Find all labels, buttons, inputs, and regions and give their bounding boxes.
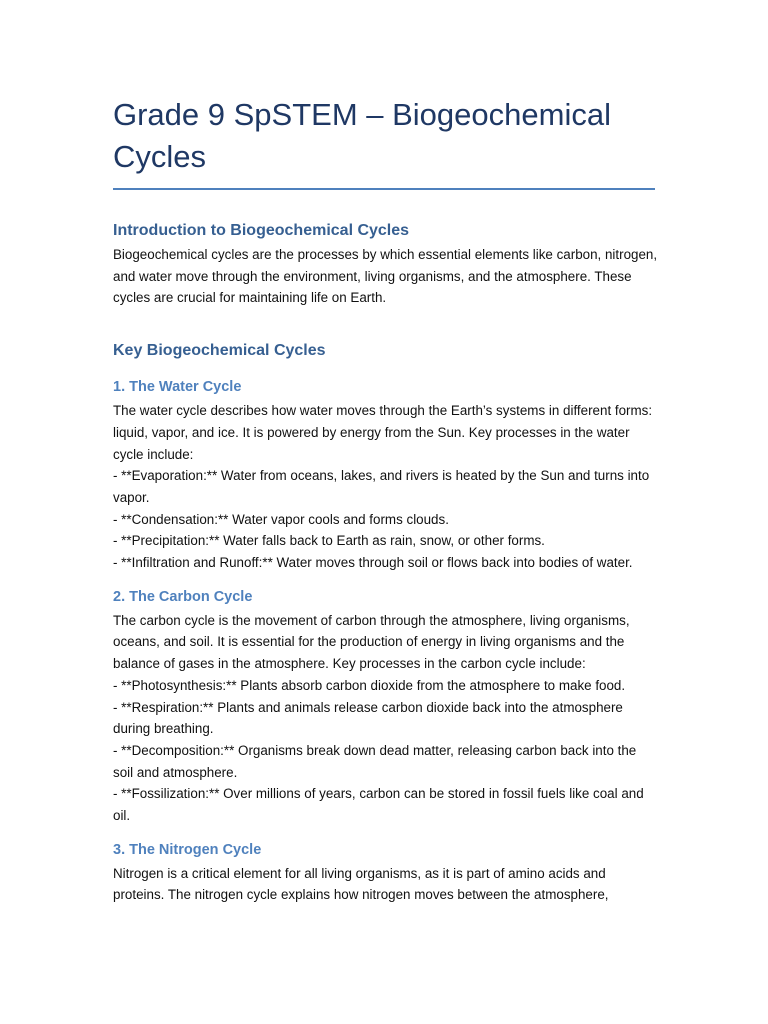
water-item-evaporation: - **Evaporation:** Water from oceans, lakes, and rivers is heated by the Sun and turns into vapor.: [113, 468, 650, 505]
water-item-condensation: - **Condensation:** Water vapor cools and forms clouds.: [113, 511, 449, 527]
water-cycle-section: [113, 376, 658, 574]
intro-paragraph: Biogeochemical cycles are the processes by which essential elements like carbon, nitrogen, and water move through the environment, living organisms, and the atmosphere. These cycles are crucial for maintaining life on Earth.: [113, 247, 658, 306]
water-item-infiltration: - **Infiltration and Runoff:** Water moves through soil or flows back into bodies of water.: [113, 555, 633, 571]
carbon-cycle-intro: The carbon cycle is the movement of carbon through the atmosphere, living organisms, oceans, and soil. It is essential for the production of energy in living organisms and the balance of gases in the atmosphere. Key processes in the carbon cycle include:: [113, 612, 630, 672]
intro-heading: Introduction to Biogeochemical Cycles: [113, 222, 410, 239]
document-page: [113, 94, 658, 906]
nitrogen-cycle-heading: 3. The Nitrogen Cycle: [113, 841, 262, 858]
water-item-precipitation: - **Precipitation:** Water falls back to Earth as rain, snow, or other forms.: [113, 533, 545, 549]
section-key-cycles: [113, 340, 658, 906]
key-cycles-heading: Key Biogeochemical Cycles: [113, 342, 326, 360]
title-underline: [113, 188, 655, 190]
section-introduction: [113, 220, 658, 309]
nitrogen-cycle-paragraph: Nitrogen is a critical element for all living organisms, as it is part of amino acids and proteins. The nitrogen cycle explains how nitrogen moves between the atmosphere,: [113, 865, 609, 903]
carbon-cycle-heading: 2. The Carbon Cycle: [113, 588, 253, 605]
carbon-item-fossilization: - **Fossilization:** Over millions of years, carbon can be stored in fossil fuels like coal and oil.: [113, 786, 644, 824]
water-cycle-paragraph: [113, 400, 658, 574]
carbon-cycle-paragraph: [113, 610, 658, 827]
carbon-item-decomposition: - **Decomposition:** Organisms break down dead matter, releasing carbon back into the soil and atmosphere.: [113, 742, 637, 780]
carbon-item-photosynthesis: - **Photosynthesis:** Plants absorb carbon dioxide from the atmosphere to make food.: [113, 677, 626, 693]
carbon-cycle-section: [113, 586, 658, 827]
nitrogen-cycle-section: [113, 839, 658, 906]
carbon-item-respiration: - **Respiration:** Plants and animals release carbon dioxide back into the atmosphere during breathing.: [113, 699, 623, 737]
water-cycle-intro: The water cycle describes how water moves through the Earth’s systems in different forms: liquid, vapor, and ice. It is powered by energy from the Sun. Key processes in the water cycle include:: [113, 403, 653, 462]
water-cycle-heading: 1. The Water Cycle: [113, 379, 242, 396]
document-title: Grade 9 SpSTEM – Biogeochemical Cycles: [113, 97, 611, 174]
